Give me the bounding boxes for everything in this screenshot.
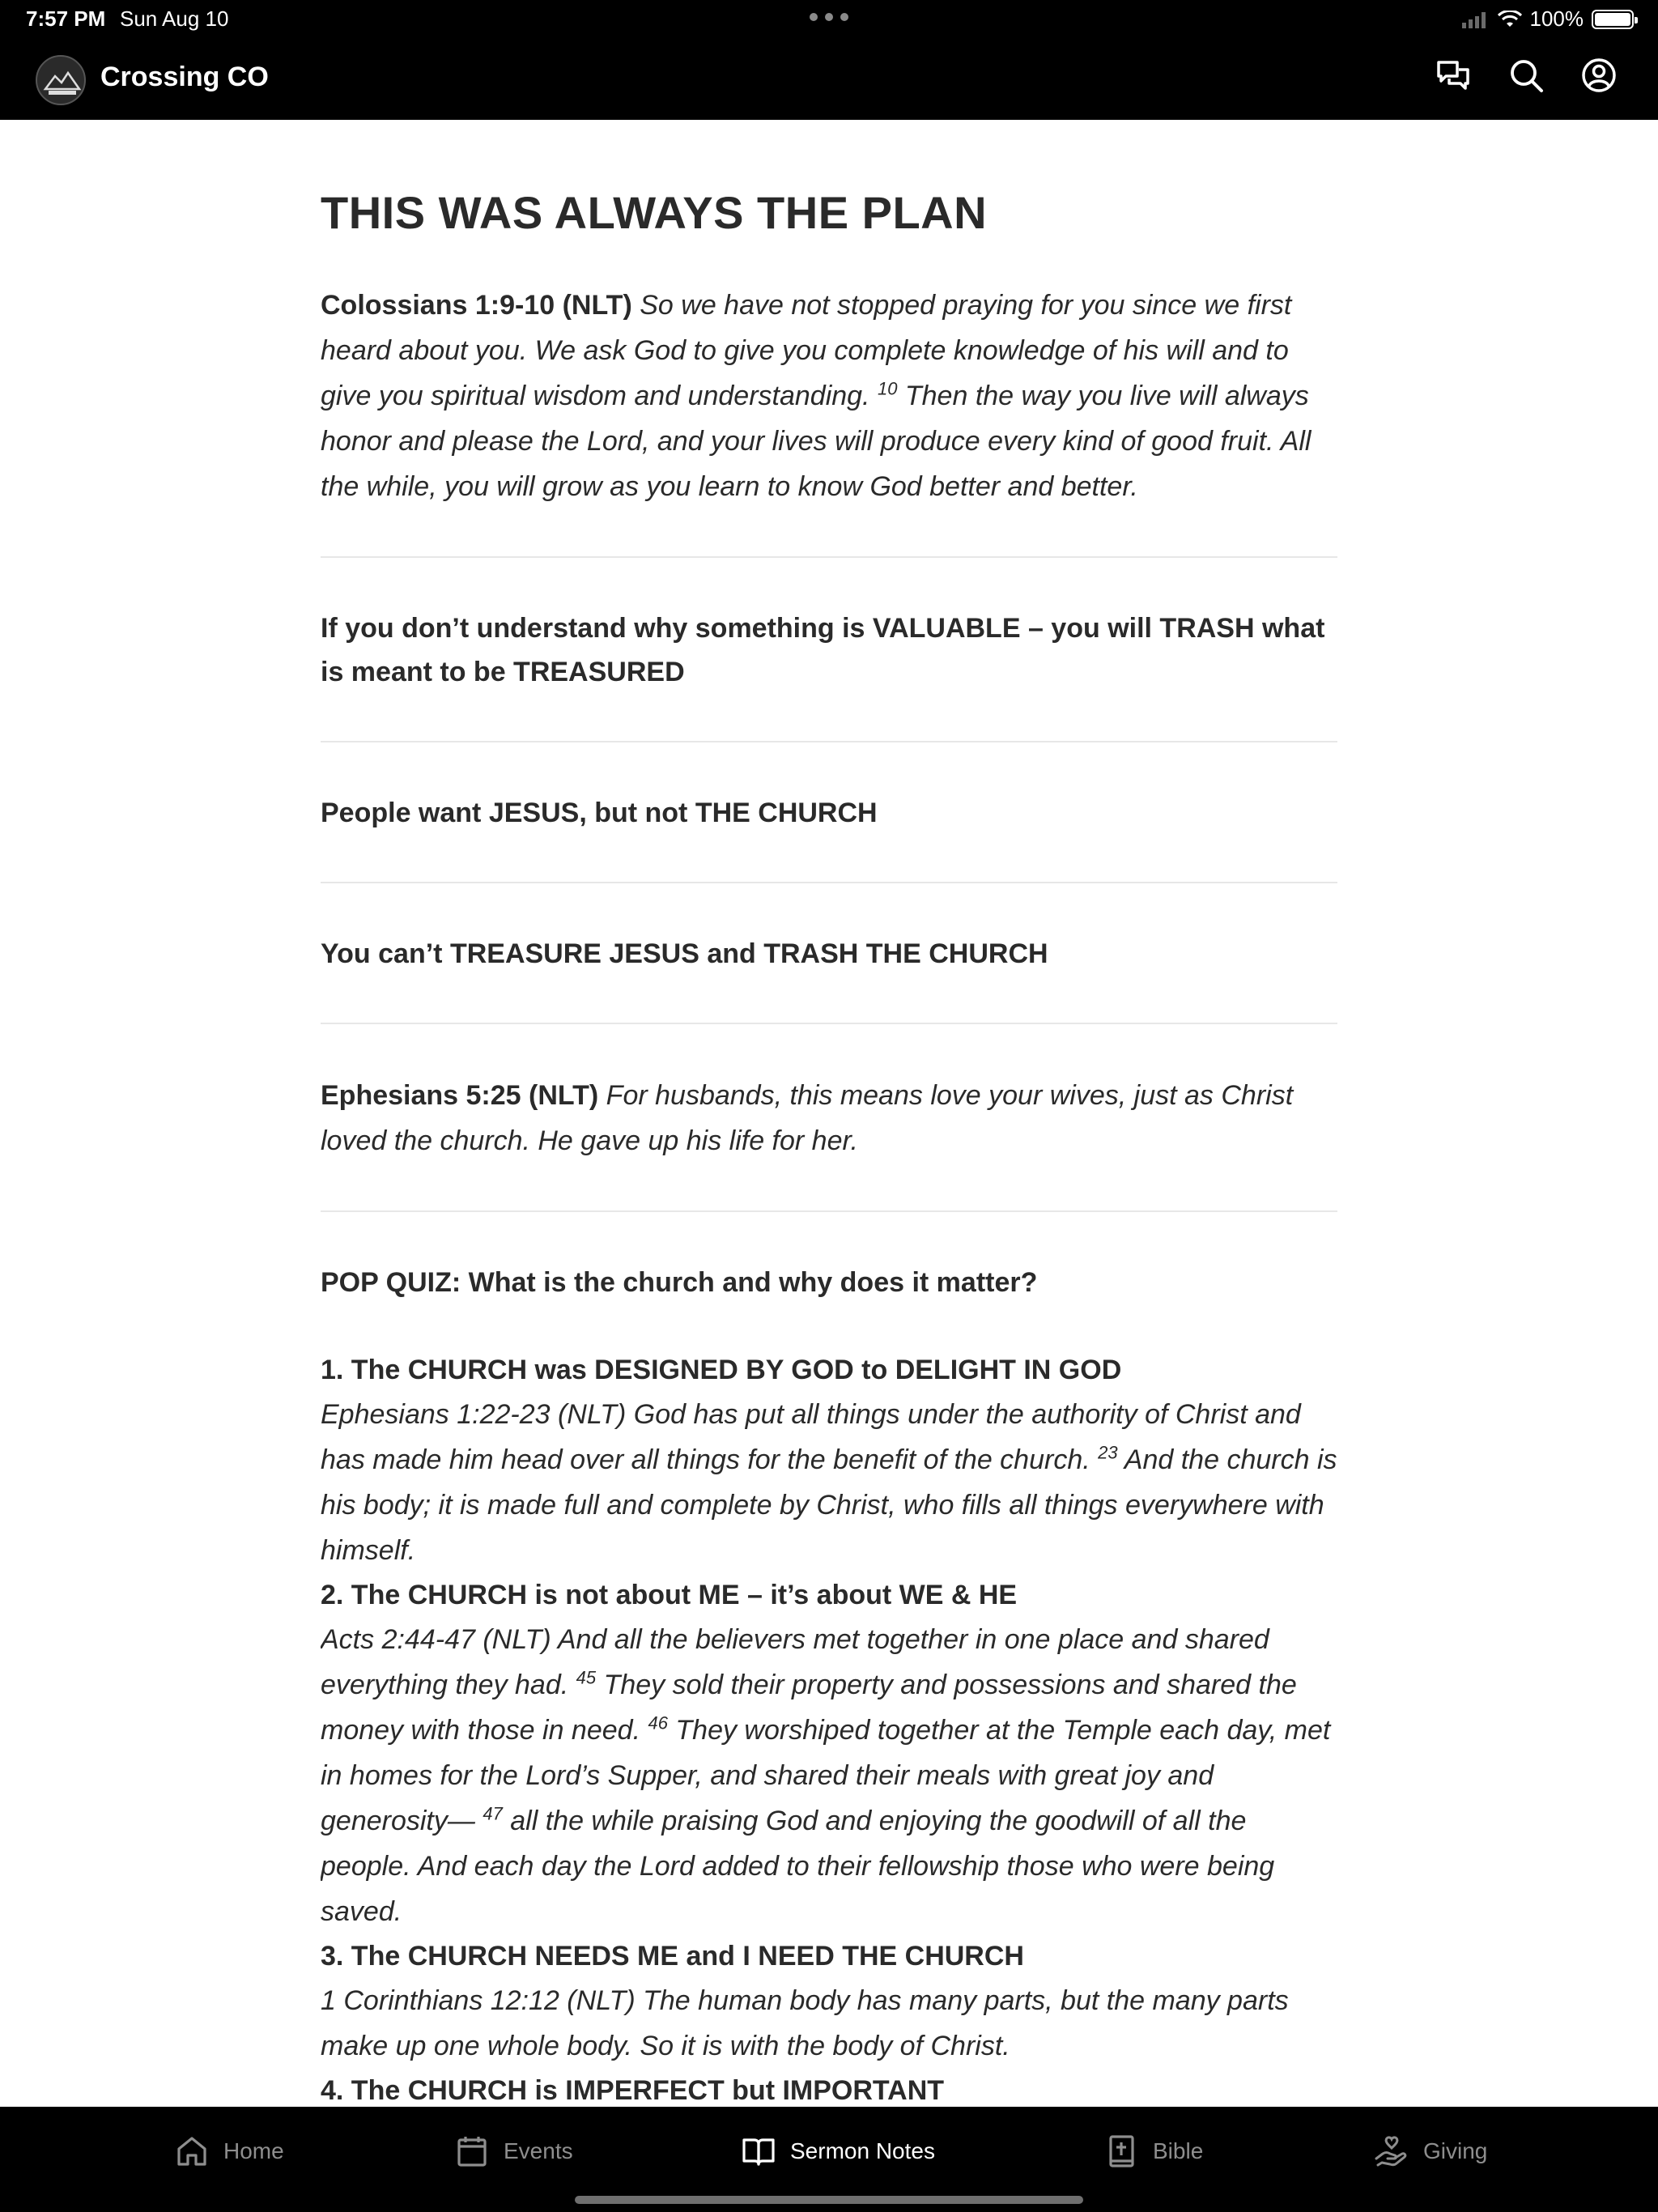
point-3-heading: 3. The CHURCH NEEDS ME and I NEED THE CHURCH xyxy=(321,1941,1024,1972)
status-time: 7:57 PM xyxy=(26,6,106,31)
pop-quiz-heading: POP QUIZ: What is the church and why does it matter? xyxy=(321,1267,1038,1298)
point-1-passage: Ephesians 1:22-23 (NLT) God has put all things under the authority of Christ and has made him head over all things for the benefit of the church. $^{23}$ And the church is his body; it is made full and complete by Christ, who fills all things everywhere with himself. xyxy=(321,1399,1337,1566)
verse-number: 45 xyxy=(576,1667,597,1688)
battery-icon xyxy=(1592,10,1634,29)
tab-label: Home xyxy=(223,2138,284,2163)
tab-label: Giving xyxy=(1423,2138,1488,2163)
statement-people-want-jesus: People want JESUS, but not THE CHURCH xyxy=(321,798,878,828)
home-icon xyxy=(175,2134,209,2168)
tab-label: Sermon Notes xyxy=(790,2138,935,2163)
church-logo[interactable] xyxy=(36,55,86,105)
scripture-reference: Colossians 1:9-10 (NLT) xyxy=(321,290,632,321)
ephesians-5-passage: Ephesians 5:25 (NLT) For husbands, this means love your wives, just as Christ loved the church. He gave up his life for her. xyxy=(321,1080,1294,1156)
giving-hand-icon xyxy=(1375,2134,1409,2168)
home-indicator[interactable] xyxy=(575,2196,1083,2204)
scripture-reference: Ephesians 5:25 (NLT) xyxy=(321,1080,599,1111)
cellular-signal-icon xyxy=(1462,11,1490,28)
colossians-passage: Colossians 1:9-10 (NLT) So we have not stopped praying for you since we first heard about you. We ask God to give you complete knowledge of his will and to give you spiritual wisdom and understanding. $^{10}$ Then the way you live will always honor and please the Lord, and your lives will produce every kind of good fruit. All the while, you will grow as you learn to know God better and better. xyxy=(321,290,1312,502)
verse-number: 23 xyxy=(1098,1442,1118,1463)
tab-sermon-notes[interactable] xyxy=(742,2134,935,2168)
app-title: Crossing CO xyxy=(100,62,269,92)
tab-label: Events xyxy=(504,2138,573,2163)
mountain-logo-icon xyxy=(37,57,86,105)
divider xyxy=(321,1023,1337,1024)
status-date: Sun Aug 10 xyxy=(120,6,229,31)
tab-bible[interactable] xyxy=(1104,2134,1203,2168)
point-3-passage: 1 Corinthians 12:12 (NLT) The human body has many parts, but the many parts make up one whole body. So it is with the body of Christ. xyxy=(321,1985,1289,2061)
verse-number: 47 xyxy=(483,1803,503,1824)
open-book-icon xyxy=(742,2134,776,2168)
tab-label: Bible xyxy=(1153,2138,1204,2163)
tab-events[interactable] xyxy=(455,2134,573,2168)
verse-number: 10 xyxy=(877,378,898,399)
point-2-passage: Acts 2:44-47 (NLT) And all the believers met together in one place and shared everything they had. $^{45}$ They sold their property and possessions and shared the money with those in need. $^{46}$ They worshiped together at the Temple each day, met in homes for the Lord’s Supper, and shared their meals with great joy and generosity— $^{47}$ all the while praising God and enjoying the goodwill of all the people. And each day the Lord added to their fellowship those who were being saved. xyxy=(321,1624,1331,1927)
sermon-title: THIS WAS ALWAYS THE PLAN xyxy=(321,187,988,238)
header-actions xyxy=(1435,57,1618,94)
statement-treasure-jesus: You can’t TREASURE JESUS and TRASH THE CHURCH xyxy=(321,938,1048,969)
wifi-icon xyxy=(1498,11,1522,28)
status-bar xyxy=(0,0,1658,39)
tab-giving[interactable] xyxy=(1375,2134,1487,2168)
verse-number: 46 xyxy=(648,1712,668,1733)
point-2-heading: 2. The CHURCH is not about ME – it’s about WE & HE xyxy=(321,1580,1018,1610)
bottom-tab-bar xyxy=(0,2107,1658,2212)
point-1-heading: 1. The CHURCH was DESIGNED BY GOD to DELIGHT IN GOD xyxy=(321,1355,1122,1385)
divider xyxy=(321,556,1337,558)
battery-percent: 100% xyxy=(1529,6,1584,31)
chat-icon[interactable] xyxy=(1435,57,1472,94)
status-indicators xyxy=(1462,6,1635,32)
sermon-notes-content[interactable] xyxy=(321,162,1337,2105)
tab-home[interactable] xyxy=(175,2134,284,2168)
account-icon[interactable] xyxy=(1580,57,1618,94)
app-header xyxy=(0,39,1658,120)
calendar-icon xyxy=(455,2134,489,2168)
divider xyxy=(321,1210,1337,1212)
point-4-heading: 4. The CHURCH is IMPERFECT but IMPORTANT xyxy=(321,2075,945,2105)
search-icon[interactable] xyxy=(1507,57,1545,94)
multitasking-dots-icon[interactable] xyxy=(810,13,848,23)
bible-icon xyxy=(1104,2134,1138,2168)
divider xyxy=(321,882,1337,883)
statement-valuable: If you don’t understand why something is VALUABLE – you will TRASH what is meant to be TREASURED xyxy=(321,613,1325,687)
divider xyxy=(321,741,1337,742)
